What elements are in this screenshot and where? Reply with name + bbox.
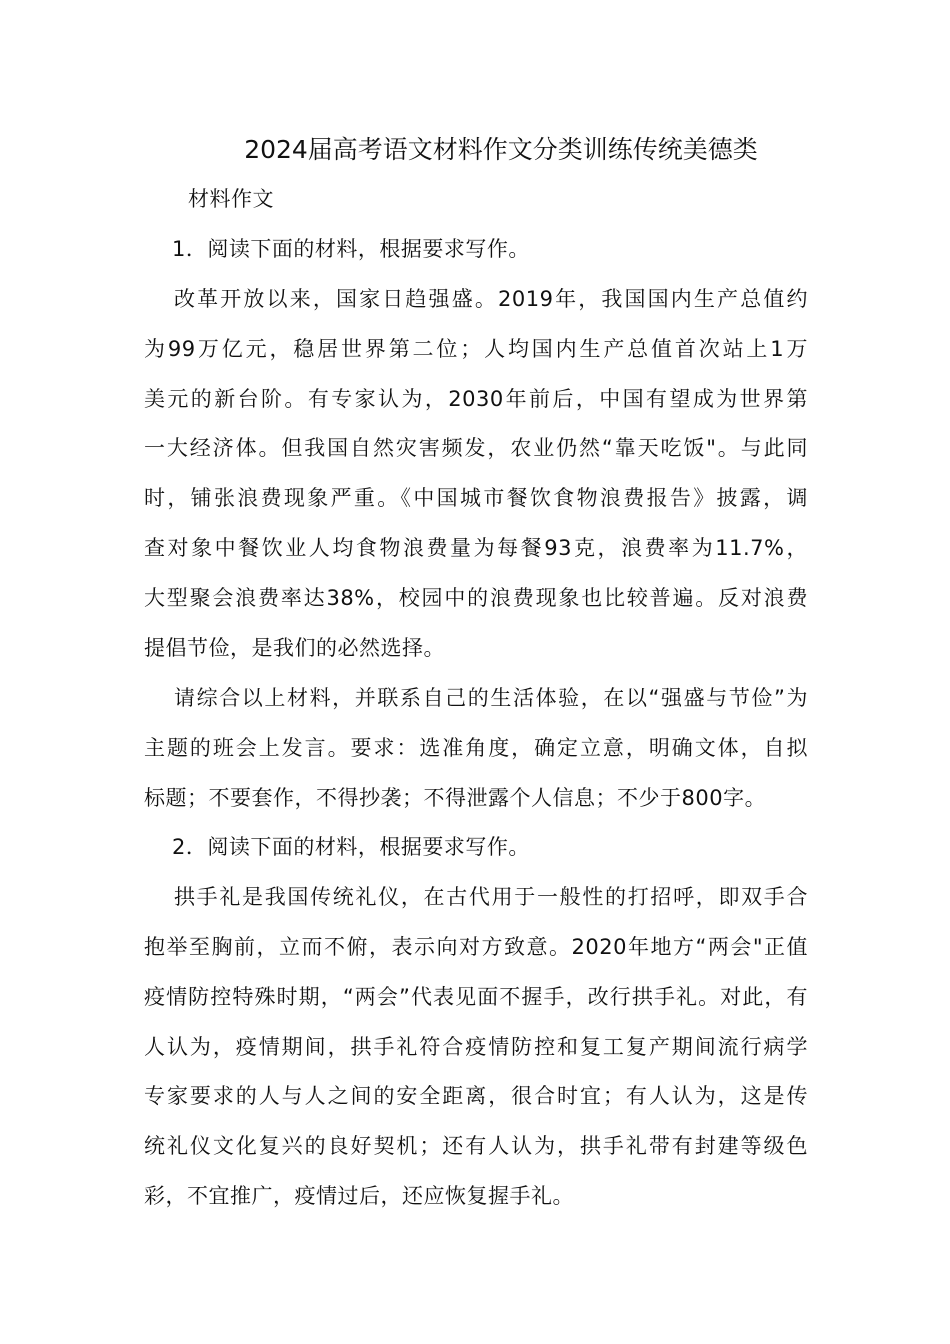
q2-material-line: 疫情防控特殊时期，“两会”代表见面不握手，改行拱手礼。对此，有: [144, 985, 808, 1009]
q2-material-line: 统礼仪文化复兴的良好契机；还有人认为，拱手礼带有封建等级色: [144, 1134, 808, 1158]
q1-material-line: 查对象中餐饮业人均食物浪费量为每餐93克，浪费率为11.7%，: [144, 536, 808, 560]
q1-material-line: 改革开放以来，国家日趋强盛。2019年，我国国内生产总值约: [174, 287, 808, 311]
q1-material-line: 提倡节俭，是我们的必然选择。: [144, 636, 445, 660]
question-1-heading: 1．阅读下面的材料，根据要求写作。: [172, 237, 530, 261]
q2-material-line: 拱手礼是我国传统礼仪，在古代用于一般性的打招呼，即双手合: [174, 885, 808, 909]
q1-requirement-line: 标题；不要套作，不得抄袭；不得泄露个人信息；不少于800字。: [144, 786, 767, 810]
document-title: 2024届高考语文材料作文分类训练传统美德类: [244, 135, 758, 164]
q1-material-line: 大型聚会浪费率达38%，校园中的浪费现象也比较普遍。反对浪费: [144, 586, 808, 610]
q1-material-line: 美元的新台阶。有专家认为，2030年前后，中国有望成为世界第: [144, 387, 808, 411]
section-heading: 材料作文: [188, 187, 274, 211]
q1-requirement-line: 请综合以上材料，并联系自己的生活体验，在以“强盛与节俭”为: [174, 686, 808, 710]
q2-material-line: 抱举至胸前，立而不俯，表示向对方致意。2020年地方“两会"正值: [144, 935, 808, 959]
question-2-heading: 2．阅读下面的材料，根据要求写作。: [172, 835, 530, 859]
q1-material-line: 时，铺张浪费现象严重。《中国城市餐饮食物浪费报告》披露，调: [144, 486, 808, 510]
q2-material-line: 彩，不宜推广，疫情过后，还应恢复握手礼。: [144, 1184, 574, 1208]
q2-material-line: 人认为，疫情期间，拱手礼符合疫情防控和复工复产期间流行病学: [144, 1035, 808, 1059]
q1-material-line: 一大经济体。但我国自然灾害频发，农业仍然“靠天吃饭"。与此同: [144, 436, 808, 460]
q1-material-line: 为99万亿元，稳居世界第二位；人均国内生产总值首次站上1万: [144, 337, 808, 361]
q1-requirement-line: 主题的班会上发言。要求：选准角度，确定立意，明确文体，自拟: [144, 736, 808, 760]
q2-material-line: 专家要求的人与人之间的安全距离，很合时宜；有人认为，这是传: [144, 1084, 808, 1108]
